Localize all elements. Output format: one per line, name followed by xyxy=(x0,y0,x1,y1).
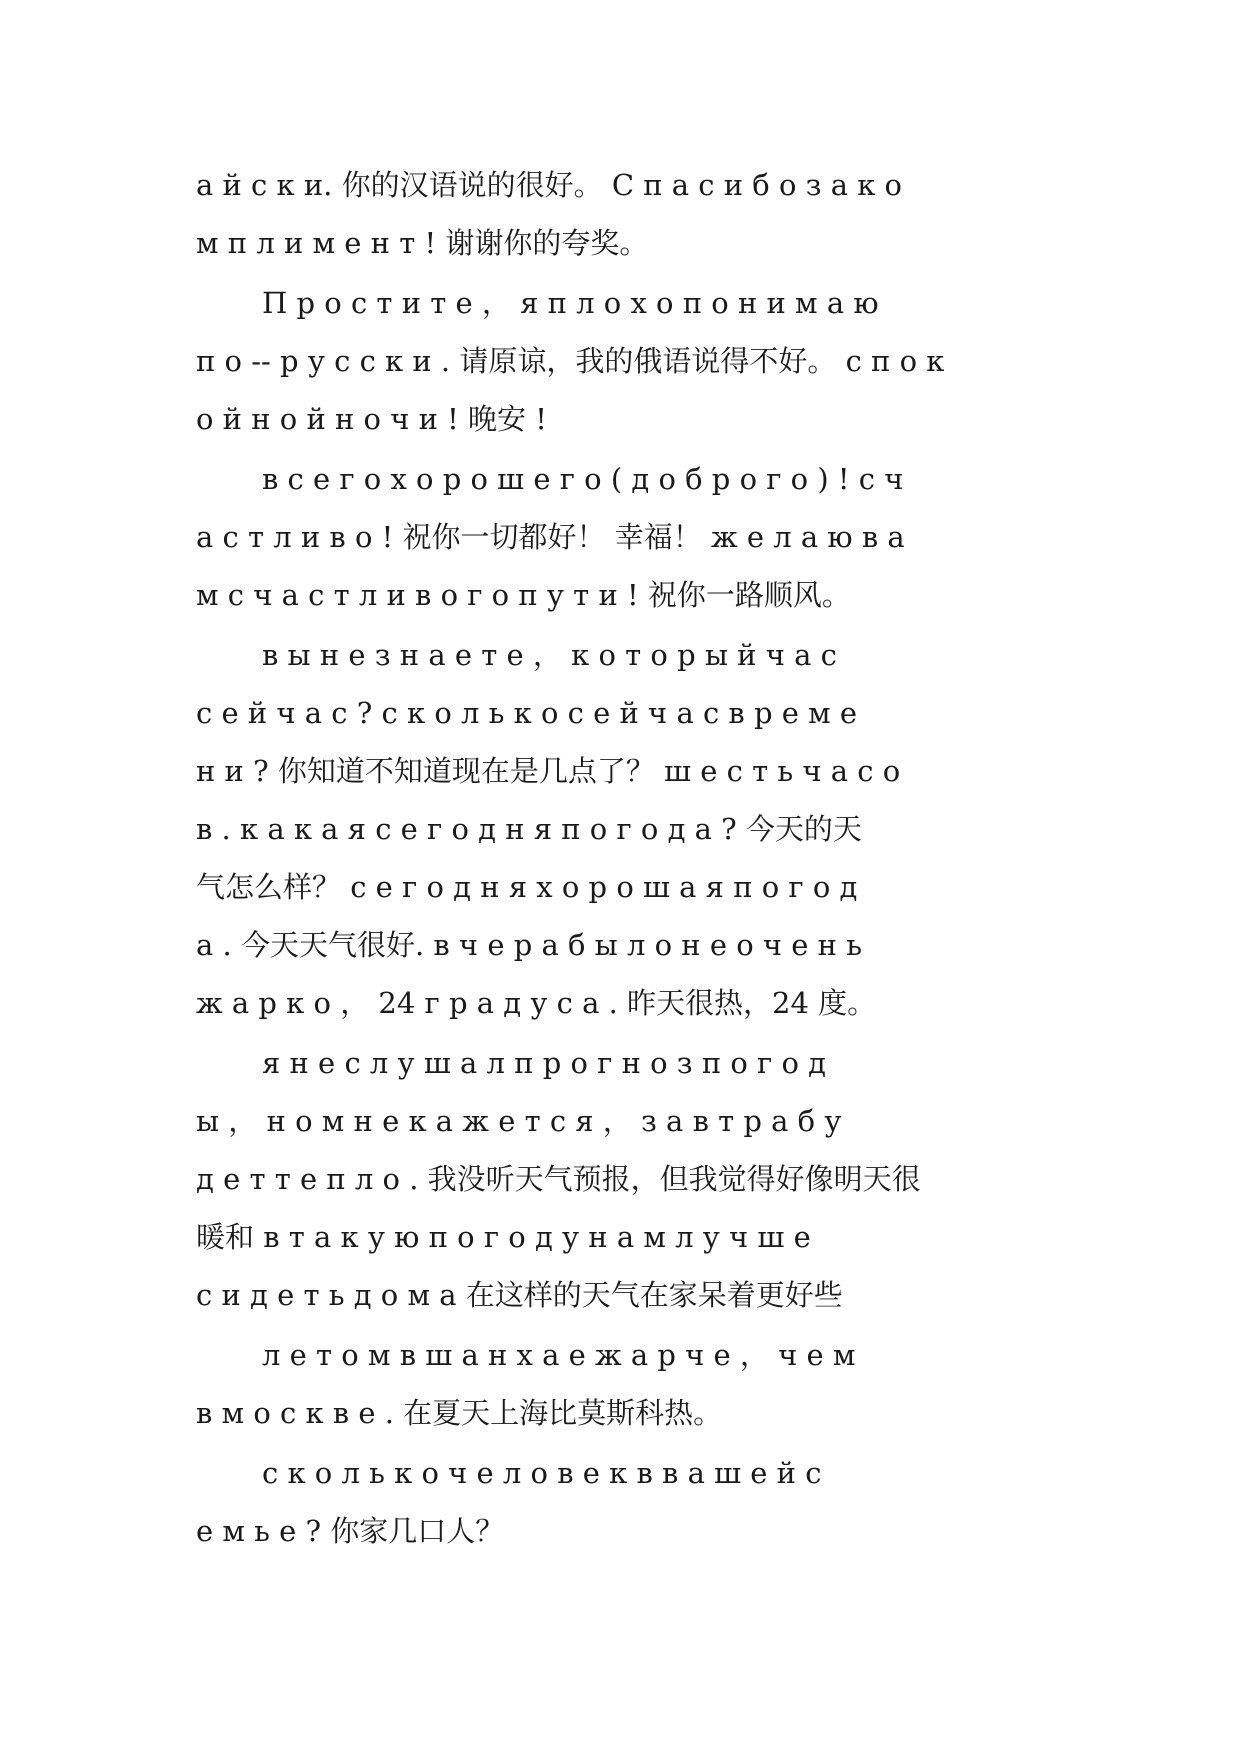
text-line: в . к а к а я с е г о д н я п о г о д а ? 今天的天 xyxy=(196,812,862,846)
paragraph-forecast xyxy=(196,1034,1056,1324)
text-line: а й с к и. 你的汉语说的很好。 С п а с и б о з а к о xyxy=(196,168,903,202)
text-line: м п л и м е н т ! 谢谢你的夸奖。 xyxy=(196,226,649,260)
text-line: я н е с л у ш а л п р о г н о з п о г о д xyxy=(262,1046,826,1080)
text-line: ж а р к о ， 24 г р а д у с а . 昨天很热，24 度。 xyxy=(196,986,877,1020)
text-line: 气怎么样？ с е г о д н я х о р о ш а я п о г о д xyxy=(196,870,858,904)
text-line: о й н о й н о ч и ! 晚安 ! xyxy=(196,402,547,436)
text-line: м с ч а с т л и в о г о п у т и ! 祝你一路顺风。 xyxy=(196,578,851,612)
text-line: а . 今天天气很好. в ч е р а б ы л о н е о ч е н ь xyxy=(196,928,862,962)
paragraph-greeting xyxy=(196,156,1056,272)
text-line: н и ? 你知道不知道现在是几点了？ ш е с т ь ч а с о xyxy=(196,754,901,788)
text-line: с и д е т ь д о м а 在这样的天气在家呆着更好些 xyxy=(196,1278,843,1312)
text-line: в ы н е з н а е т е ， к о т о р ы й ч а с xyxy=(262,638,837,672)
paragraph-time-weather xyxy=(196,626,1056,1032)
document-body xyxy=(196,156,1056,1562)
text-line: в с е г о х о р о ш е г о ( д о б р о г о ) ! с ч xyxy=(262,462,904,496)
paragraph-wishes xyxy=(196,450,1056,624)
text-line: ы ， н о м н е к а ж е т с я ， з а в т р а б у xyxy=(196,1104,842,1138)
text-line: е м ь е ? 你家几口人？ xyxy=(196,1514,505,1548)
text-line: П р о с т и т е ， я п л о х о п о н и м а ю xyxy=(262,286,879,320)
text-line: в м о с к в е . 在夏天上海比莫斯科热。 xyxy=(196,1396,723,1430)
text-line: с е й ч а с ? с к о л ь к о с е й ч а с в р е м е xyxy=(196,696,858,730)
text-line: д е т т е п л о . 我没听天气预报，但我觉得好像明天很 xyxy=(196,1162,921,1196)
text-line: с к о л ь к о ч е л о в е к в в а ш е й с xyxy=(262,1456,822,1490)
text-line: п о -- р у с с к и . 请原谅，我的俄语说得不好。 с п о к xyxy=(196,344,945,378)
text-line: 暖和 в т а к у ю п о г о д у н а м л у ч ш е xyxy=(196,1220,811,1254)
paragraph-apology xyxy=(196,274,1056,448)
paragraph-family xyxy=(196,1444,1056,1560)
paragraph-summer xyxy=(196,1326,1056,1442)
text-line: а с т л и в о ! 祝你一切都好！ 幸福！ ж е л а ю в а xyxy=(196,520,905,554)
text-line: л е т о м в ш а н х а е ж а р ч е ， ч е м xyxy=(262,1338,856,1372)
